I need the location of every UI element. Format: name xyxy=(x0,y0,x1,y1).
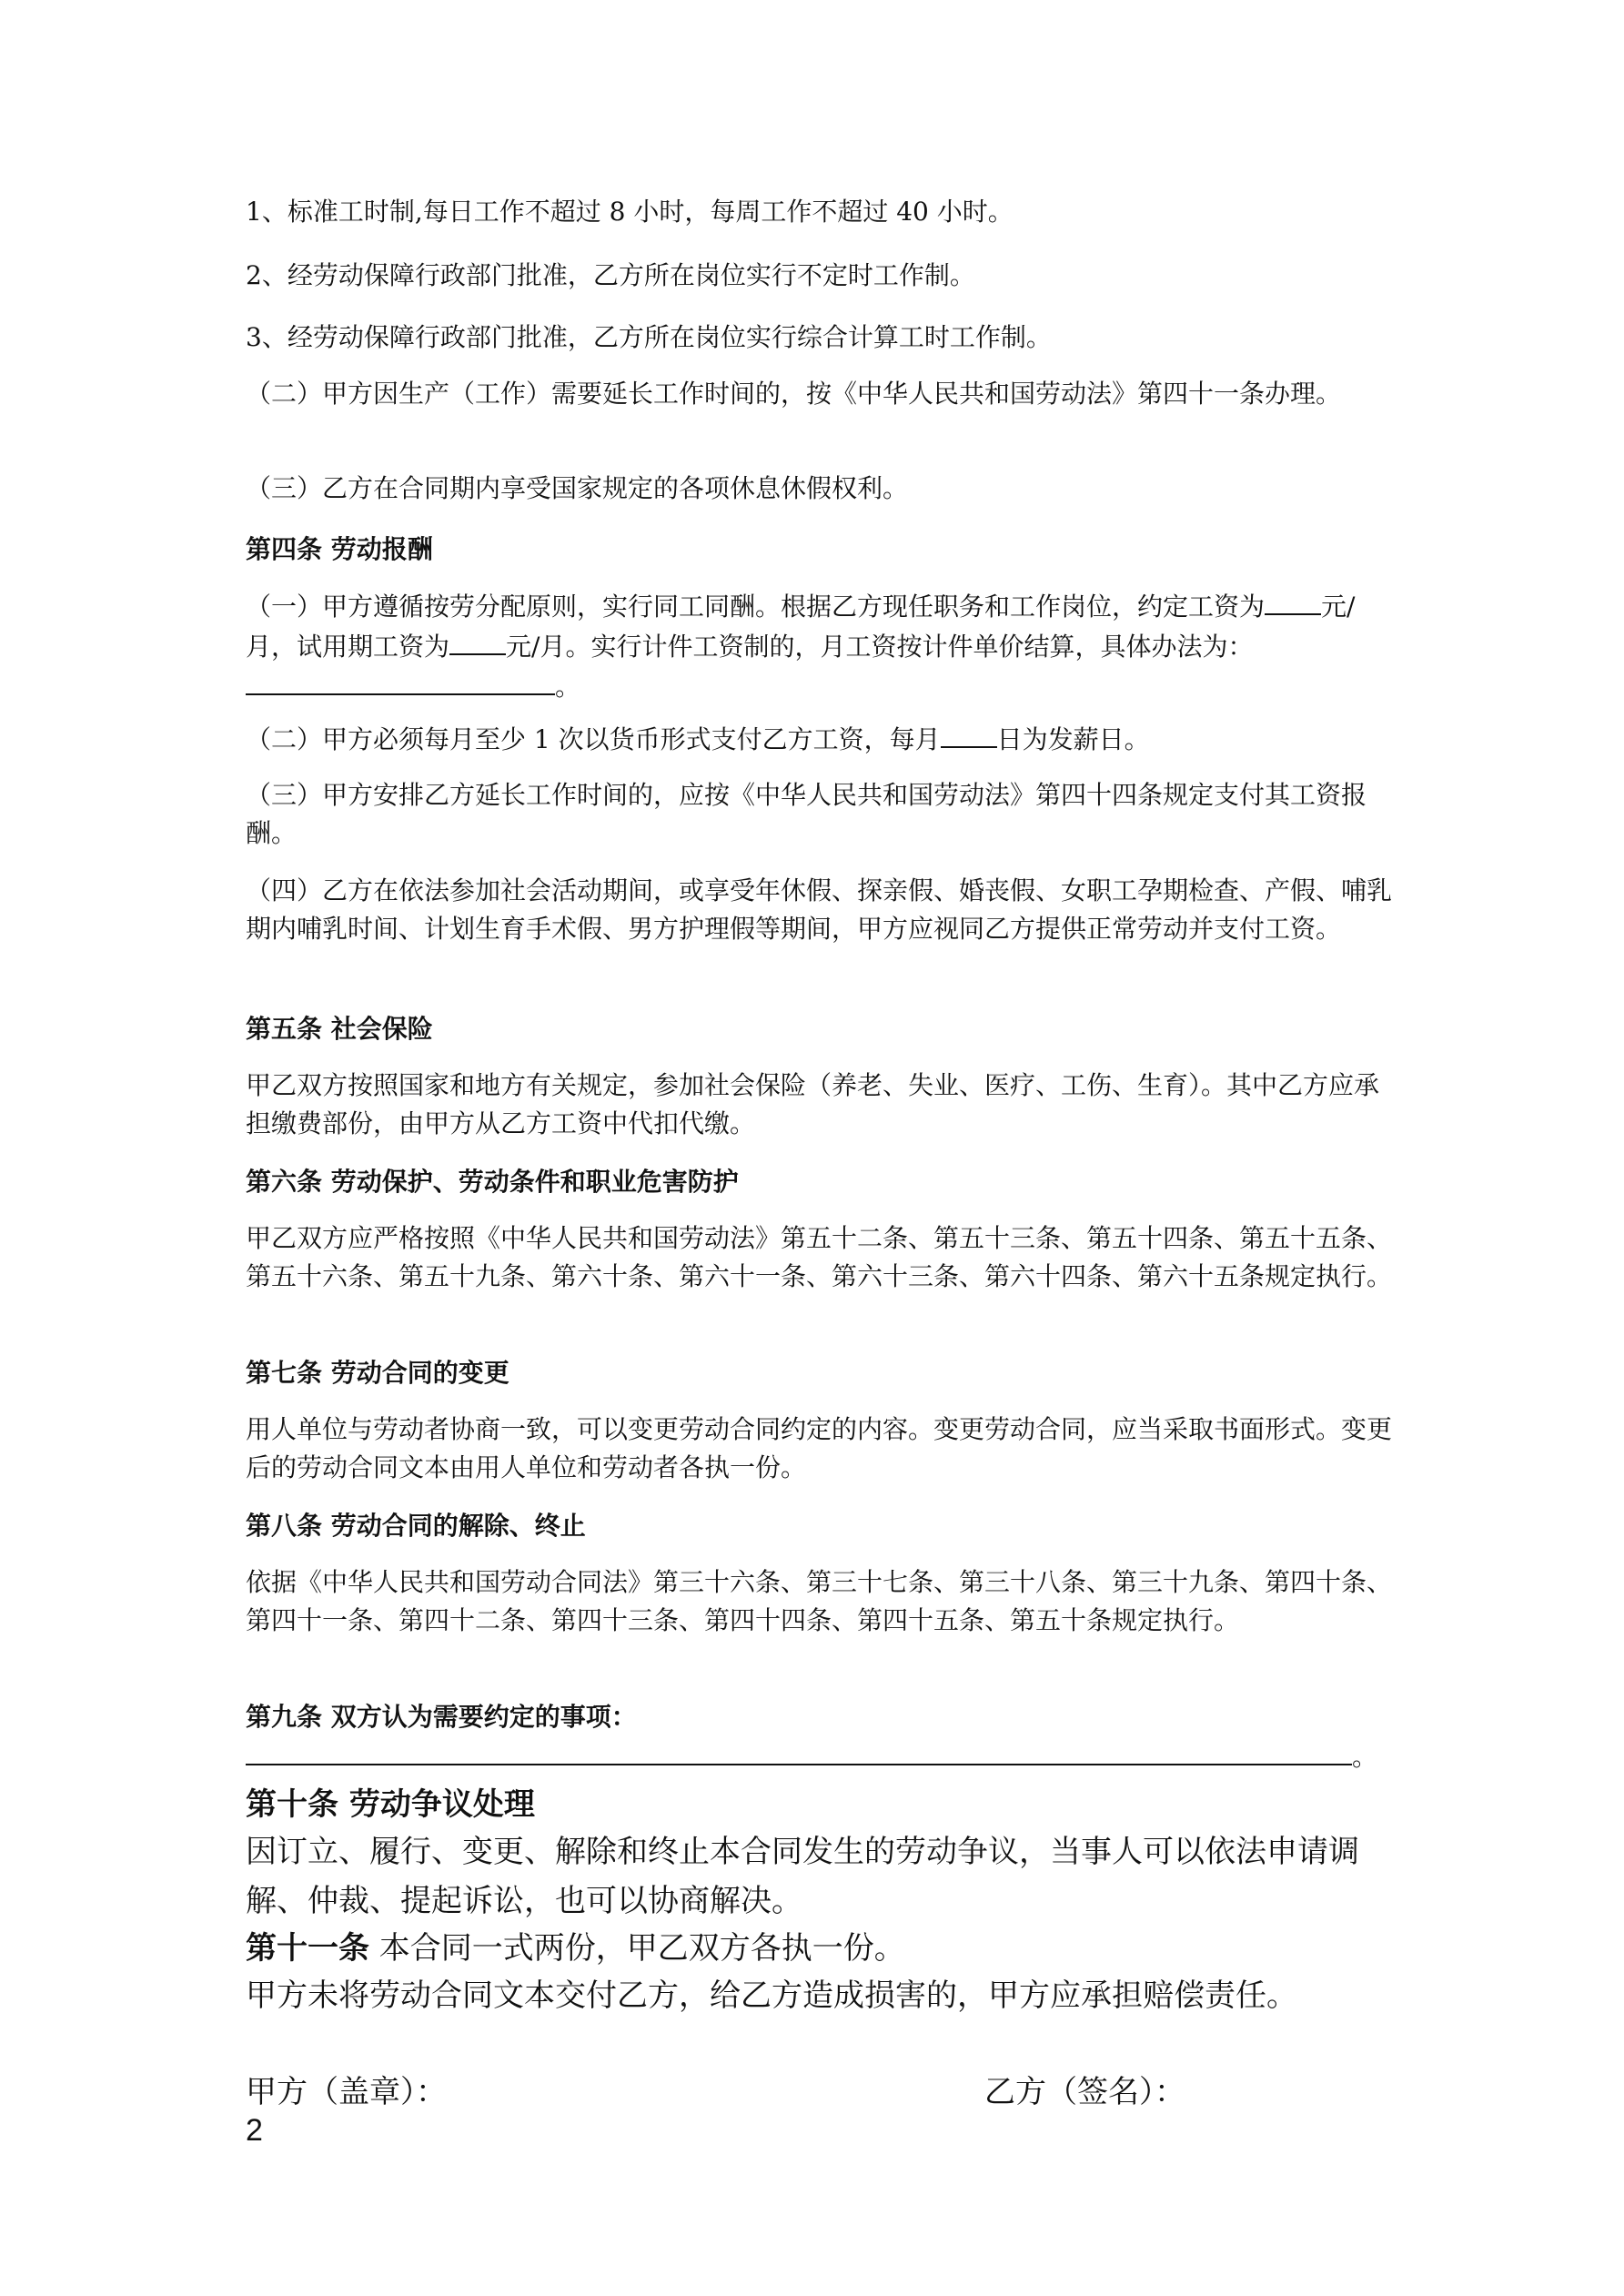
wage-text-b: 元/月，试用期工资为 xyxy=(246,592,1356,662)
party-a-seal-label: 甲方（盖章）： xyxy=(246,2074,447,2110)
article-4-clause-3: （三）甲方安排乙方延长工作时间的，应按《中华人民共和国劳动法》第四十四条规定支付其工资报酬。 xyxy=(246,780,1367,848)
payday-text-b: 日为发薪日。 xyxy=(996,724,1150,754)
article-7-heading: 第七条 劳动合同的变更 xyxy=(246,1358,509,1388)
article-5-heading: 第五条 社会保险 xyxy=(246,1014,433,1044)
probation-wage-blank xyxy=(449,626,506,655)
article-11-line xyxy=(246,1924,1392,1973)
item-1: 1、标准工时制,每日工作不超过 8 小时，每周工作不超过 40 小时。 xyxy=(246,197,1014,227)
party-b-signature-label: 乙方（签名）： xyxy=(984,2074,1185,2110)
payday-blank xyxy=(941,719,997,748)
leave-clause: （三）乙方在合同期内享受国家规定的各项休息休假权利。 xyxy=(246,473,909,503)
article-9-heading: 第九条 双方认为需要约定的事项： xyxy=(246,1702,637,1732)
article-4-clause-2 xyxy=(246,719,1392,759)
item-2: 2、经劳动保障行政部门批准，乙方所在岗位实行不定时工作制。 xyxy=(246,260,975,290)
article-4-heading: 第四条 劳动报酬 xyxy=(246,534,433,564)
page-number: 2 xyxy=(246,2113,263,2148)
article-9-end: 。 xyxy=(1352,1742,1378,1772)
article-11-text: 本合同一式两份，甲乙双方各执一份。 xyxy=(369,1930,905,1967)
article-8-heading: 第八条 劳动合同的解除、终止 xyxy=(246,1511,586,1541)
article-7-text: 用人单位与劳动者协商一致，可以变更劳动合同约定的内容。变更劳动合同，应当采取书面形式。变更后的劳动合同文本由用人单位和劳动者各执一份。 xyxy=(246,1414,1393,1482)
wage-text-d: 。 xyxy=(555,672,581,702)
overtime-clause: （二）甲方因生产（工作）需要延长工作时间的，按《中华人民共和国劳动法》第四十一条办理。 xyxy=(246,379,1342,409)
item-3: 3、经劳动保障行政部门批准，乙方所在岗位实行综合计算工时工作制。 xyxy=(246,322,1052,352)
article-4-clause-4: （四）乙方在依法参加社会活动期间，或享受年休假、探亲假、婚丧假、女职工孕期检查、产假、哺乳期内哺乳时间、计划生育手术假、男方护理假等期间，甲方应视同乙方提供正常劳动并支付工资。 xyxy=(246,875,1393,944)
article-6-heading: 第六条 劳动保护、劳动条件和职业危害防护 xyxy=(246,1167,739,1197)
wage-text-a: （一）甲方遵循按劳分配原则，实行同工同酬。根据乙方现任职务和工作岗位，约定工资为 xyxy=(246,592,1266,622)
monthly-wage-blank xyxy=(1265,586,1321,615)
article-5-text: 甲乙双方按照国家和地方有关规定，参加社会保险（养老、失业、医疗、工伤、生育）。其中乙方应承担缴费部份，由甲方从乙方工资中代扣代缴。 xyxy=(246,1070,1380,1138)
article-11-liability: 甲方未将劳动合同文本交付乙方，给乙方造成损害的，甲方应承担赔偿责任。 xyxy=(246,1977,1297,2014)
agreed-matters-blank xyxy=(246,1736,1352,1765)
article-4-clause-1 xyxy=(246,586,1392,706)
payday-text-a: （二）甲方必须每月至少 1 次以货币形式支付乙方工资，每月 xyxy=(246,724,941,754)
article-10-text: 因订立、履行、变更、解除和终止本合同发生的劳动争议，当事人可以依法申请调解、仲裁、提起诉讼，也可以协商解决。 xyxy=(246,1834,1359,1919)
article-9-blank-line xyxy=(246,1736,1392,1776)
article-10-heading: 第十条 劳动争议处理 xyxy=(246,1786,535,1823)
article-11-heading: 第十一条 xyxy=(246,1930,369,1967)
article-8-text: 依据《中华人民共和国劳动合同法》第三十六条、第三十七条、第三十八条、第三十九条、第四十条、第四十一条、第四十二条、第四十三条、第四十四条、第四十五条、第五十条规定执行。 xyxy=(246,1567,1393,1635)
article-6-text: 甲乙双方应严格按照《中华人民共和国劳动法》第五十二条、第五十三条、第五十四条、第五十五条、第五十六条、第五十九条、第六十条、第六十一条、第六十三条、第六十四条、第六十五条规定执行。 xyxy=(246,1223,1393,1291)
wage-text-c: 元/月。实行计件工资制的，月工资按计件单价结算，具体办法为： xyxy=(506,632,1254,662)
piece-rate-method-blank xyxy=(246,666,555,695)
